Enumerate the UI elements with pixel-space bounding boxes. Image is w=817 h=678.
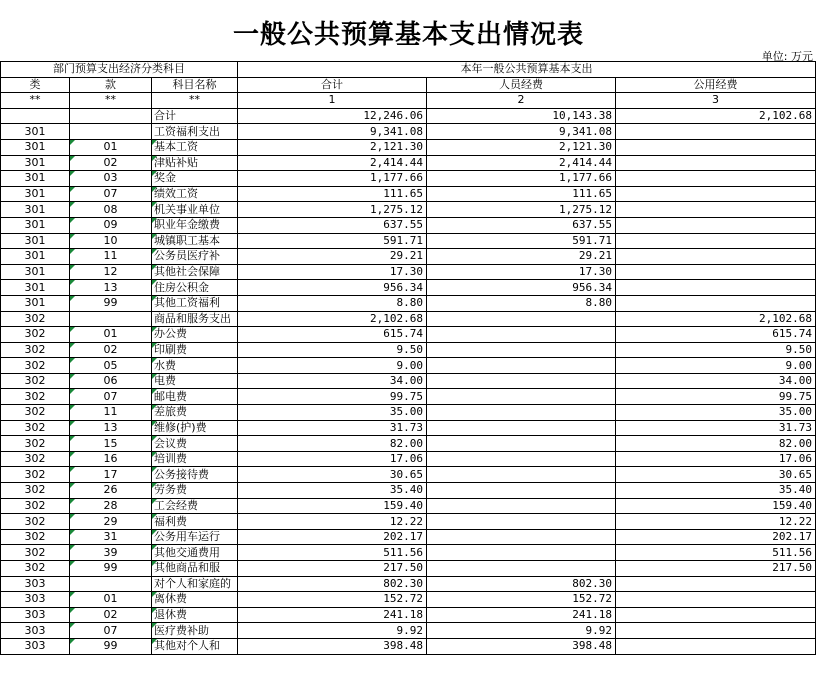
kuan-cell: 07 bbox=[70, 389, 152, 405]
table-row bbox=[1, 545, 816, 561]
lei-cell: 302 bbox=[1, 561, 70, 577]
total-cell: 17.06 bbox=[238, 451, 427, 467]
kuan-cell: 08 bbox=[70, 202, 152, 218]
public-cell: 202.17 bbox=[616, 529, 816, 545]
index-cell: 1 bbox=[238, 93, 427, 109]
expenditure-table bbox=[0, 61, 816, 655]
personnel-cell: 2,414.44 bbox=[427, 155, 616, 171]
total-cell: 35.00 bbox=[238, 405, 427, 421]
table-row bbox=[1, 405, 816, 421]
kuan-cell: 15 bbox=[70, 436, 152, 452]
lei-cell: 303 bbox=[1, 607, 70, 623]
table-row bbox=[1, 389, 816, 405]
index-cell: 2 bbox=[427, 93, 616, 109]
lei-cell: 301 bbox=[1, 139, 70, 155]
total-cell: 9,341.08 bbox=[238, 124, 427, 140]
public-cell: 35.00 bbox=[616, 405, 816, 421]
public-cell: 31.73 bbox=[616, 420, 816, 436]
personnel-cell: 10,143.38 bbox=[427, 108, 616, 124]
total-cell: 591.71 bbox=[238, 233, 427, 249]
public-cell: 99.75 bbox=[616, 389, 816, 405]
personnel-cell: 29.21 bbox=[427, 249, 616, 265]
lei-cell: 301 bbox=[1, 155, 70, 171]
total-cell: 802.30 bbox=[238, 576, 427, 592]
kuan-cell bbox=[70, 124, 152, 140]
public-cell: 12.22 bbox=[616, 514, 816, 530]
personnel-cell bbox=[427, 498, 616, 514]
name-cell: 办公费 bbox=[152, 327, 238, 343]
total-cell: 17.30 bbox=[238, 264, 427, 280]
total-cell: 9.00 bbox=[238, 358, 427, 374]
name-cell: 离休费 bbox=[152, 592, 238, 608]
kuan-cell: 09 bbox=[70, 217, 152, 233]
header-name: 科目名称 bbox=[152, 77, 238, 93]
public-cell bbox=[616, 638, 816, 654]
lei-cell: 301 bbox=[1, 280, 70, 296]
table-row bbox=[1, 342, 816, 358]
table-row bbox=[1, 217, 816, 233]
table-row bbox=[1, 592, 816, 608]
lei-cell: 302 bbox=[1, 529, 70, 545]
personnel-cell bbox=[427, 545, 616, 561]
lei-cell: 302 bbox=[1, 467, 70, 483]
personnel-cell bbox=[427, 561, 616, 577]
public-cell bbox=[616, 155, 816, 171]
total-cell: 9.92 bbox=[238, 623, 427, 639]
total-cell: 31.73 bbox=[238, 420, 427, 436]
public-cell: 615.74 bbox=[616, 327, 816, 343]
lei-cell: 302 bbox=[1, 311, 70, 327]
personnel-cell: 637.55 bbox=[427, 217, 616, 233]
name-cell: 其他社会保障 bbox=[152, 264, 238, 280]
public-cell bbox=[616, 607, 816, 623]
lei-cell: 303 bbox=[1, 592, 70, 608]
name-cell: 福利费 bbox=[152, 514, 238, 530]
header-lei: 类 bbox=[1, 77, 70, 93]
lei-cell: 302 bbox=[1, 327, 70, 343]
personnel-cell bbox=[427, 529, 616, 545]
public-cell bbox=[616, 623, 816, 639]
personnel-cell: 9,341.08 bbox=[427, 124, 616, 140]
table-row bbox=[1, 623, 816, 639]
personnel-cell bbox=[427, 373, 616, 389]
personnel-cell: 241.18 bbox=[427, 607, 616, 623]
kuan-cell: 05 bbox=[70, 358, 152, 374]
table-row bbox=[1, 139, 816, 155]
lei-cell: 302 bbox=[1, 451, 70, 467]
name-cell: 劳务费 bbox=[152, 483, 238, 499]
name-cell: 邮电费 bbox=[152, 389, 238, 405]
kuan-cell: 11 bbox=[70, 405, 152, 421]
personnel-cell: 802.30 bbox=[427, 576, 616, 592]
public-cell: 17.06 bbox=[616, 451, 816, 467]
name-cell: 住房公积金 bbox=[152, 280, 238, 296]
kuan-cell: 31 bbox=[70, 529, 152, 545]
header-kuan: 款 bbox=[70, 77, 152, 93]
lei-cell: 302 bbox=[1, 405, 70, 421]
total-cell: 217.50 bbox=[238, 561, 427, 577]
lei-cell bbox=[1, 108, 70, 124]
total-cell: 1,177.66 bbox=[238, 171, 427, 187]
table-row bbox=[1, 155, 816, 171]
lei-cell: 303 bbox=[1, 638, 70, 654]
name-cell: 城镇职工基本 bbox=[152, 233, 238, 249]
personnel-cell bbox=[427, 451, 616, 467]
table-row bbox=[1, 264, 816, 280]
lei-cell: 302 bbox=[1, 498, 70, 514]
unit-label: 单位: 万元 bbox=[761, 50, 813, 63]
lei-cell: 301 bbox=[1, 171, 70, 187]
name-cell: 公务员医疗补 bbox=[152, 249, 238, 265]
kuan-cell: 02 bbox=[70, 607, 152, 623]
personnel-cell: 1,177.66 bbox=[427, 171, 616, 187]
public-cell bbox=[616, 202, 816, 218]
table-row bbox=[1, 311, 816, 327]
total-cell: 12,246.06 bbox=[238, 108, 427, 124]
header-budget: 本年一般公共预算基本支出 bbox=[238, 62, 816, 78]
lei-cell: 302 bbox=[1, 389, 70, 405]
public-cell: 2,102.68 bbox=[616, 311, 816, 327]
public-cell: 30.65 bbox=[616, 467, 816, 483]
table-row bbox=[1, 576, 816, 592]
name-cell: 合计 bbox=[152, 108, 238, 124]
public-cell bbox=[616, 124, 816, 140]
table-row bbox=[1, 186, 816, 202]
personnel-cell: 17.30 bbox=[427, 264, 616, 280]
table-row bbox=[1, 124, 816, 140]
kuan-cell bbox=[70, 108, 152, 124]
public-cell bbox=[616, 139, 816, 155]
public-cell: 2,102.68 bbox=[616, 108, 816, 124]
lei-cell: 302 bbox=[1, 373, 70, 389]
kuan-cell: 39 bbox=[70, 545, 152, 561]
public-cell bbox=[616, 249, 816, 265]
kuan-cell: 01 bbox=[70, 139, 152, 155]
total-cell: 35.40 bbox=[238, 483, 427, 499]
name-cell: 工会经费 bbox=[152, 498, 238, 514]
personnel-cell bbox=[427, 436, 616, 452]
personnel-cell: 398.48 bbox=[427, 638, 616, 654]
kuan-cell: 26 bbox=[70, 483, 152, 499]
name-cell: 公务接待费 bbox=[152, 467, 238, 483]
personnel-cell: 9.92 bbox=[427, 623, 616, 639]
kuan-cell: 17 bbox=[70, 467, 152, 483]
personnel-cell: 1,275.12 bbox=[427, 202, 616, 218]
name-cell: 医疗费补助 bbox=[152, 623, 238, 639]
table-row bbox=[1, 373, 816, 389]
personnel-cell: 2,121.30 bbox=[427, 139, 616, 155]
name-cell: 机关事业单位 bbox=[152, 202, 238, 218]
total-cell: 111.65 bbox=[238, 186, 427, 202]
total-cell: 2,414.44 bbox=[238, 155, 427, 171]
public-cell bbox=[616, 295, 816, 311]
public-cell bbox=[616, 217, 816, 233]
kuan-cell: 02 bbox=[70, 155, 152, 171]
name-cell: 维修(护)费 bbox=[152, 420, 238, 436]
name-cell: 商品和服务支出 bbox=[152, 311, 238, 327]
personnel-cell: 591.71 bbox=[427, 233, 616, 249]
total-cell: 12.22 bbox=[238, 514, 427, 530]
kuan-cell: 99 bbox=[70, 561, 152, 577]
public-cell bbox=[616, 592, 816, 608]
kuan-cell: 99 bbox=[70, 295, 152, 311]
personnel-cell bbox=[427, 420, 616, 436]
kuan-cell: 12 bbox=[70, 264, 152, 280]
header-index-row bbox=[1, 93, 816, 109]
total-cell: 1,275.12 bbox=[238, 202, 427, 218]
name-cell: 其他对个人和 bbox=[152, 638, 238, 654]
name-cell: 水费 bbox=[152, 358, 238, 374]
total-cell: 29.21 bbox=[238, 249, 427, 265]
index-cell: ** bbox=[152, 93, 238, 109]
public-cell bbox=[616, 171, 816, 187]
lei-cell: 302 bbox=[1, 436, 70, 452]
name-cell: 其他工资福利 bbox=[152, 295, 238, 311]
personnel-cell: 956.34 bbox=[427, 280, 616, 296]
header-total: 合计 bbox=[238, 77, 427, 93]
kuan-cell: 28 bbox=[70, 498, 152, 514]
total-cell: 9.50 bbox=[238, 342, 427, 358]
total-cell: 99.75 bbox=[238, 389, 427, 405]
name-cell: 差旅费 bbox=[152, 405, 238, 421]
header-classification: 部门预算支出经济分类科目 bbox=[1, 62, 238, 78]
name-cell: 职业年金缴费 bbox=[152, 217, 238, 233]
index-cell: ** bbox=[1, 93, 70, 109]
table-row bbox=[1, 108, 816, 124]
total-cell: 2,121.30 bbox=[238, 139, 427, 155]
index-cell: 3 bbox=[616, 93, 816, 109]
index-cell: ** bbox=[70, 93, 152, 109]
table-row bbox=[1, 561, 816, 577]
public-cell bbox=[616, 576, 816, 592]
public-cell bbox=[616, 233, 816, 249]
kuan-cell: 02 bbox=[70, 342, 152, 358]
total-cell: 202.17 bbox=[238, 529, 427, 545]
name-cell: 工资福利支出 bbox=[152, 124, 238, 140]
public-cell bbox=[616, 186, 816, 202]
public-cell bbox=[616, 264, 816, 280]
name-cell: 基本工资 bbox=[152, 139, 238, 155]
table-row bbox=[1, 233, 816, 249]
total-cell: 159.40 bbox=[238, 498, 427, 514]
header-personnel: 人员经费 bbox=[427, 77, 616, 93]
total-cell: 82.00 bbox=[238, 436, 427, 452]
lei-cell: 301 bbox=[1, 124, 70, 140]
personnel-cell bbox=[427, 389, 616, 405]
kuan-cell: 16 bbox=[70, 451, 152, 467]
lei-cell: 302 bbox=[1, 545, 70, 561]
header-group-row bbox=[1, 62, 816, 78]
lei-cell: 302 bbox=[1, 342, 70, 358]
public-cell: 159.40 bbox=[616, 498, 816, 514]
personnel-cell bbox=[427, 467, 616, 483]
public-cell: 511.56 bbox=[616, 545, 816, 561]
name-cell: 对个人和家庭的 bbox=[152, 576, 238, 592]
kuan-cell: 07 bbox=[70, 623, 152, 639]
name-cell: 其他交通费用 bbox=[152, 545, 238, 561]
header-public: 公用经费 bbox=[616, 77, 816, 93]
personnel-cell: 8.80 bbox=[427, 295, 616, 311]
kuan-cell bbox=[70, 311, 152, 327]
lei-cell: 301 bbox=[1, 202, 70, 218]
lei-cell: 301 bbox=[1, 295, 70, 311]
kuan-cell: 07 bbox=[70, 186, 152, 202]
table-row bbox=[1, 202, 816, 218]
kuan-cell: 11 bbox=[70, 249, 152, 265]
lei-cell: 301 bbox=[1, 217, 70, 233]
table-row bbox=[1, 498, 816, 514]
public-cell: 9.50 bbox=[616, 342, 816, 358]
name-cell: 培训费 bbox=[152, 451, 238, 467]
kuan-cell: 13 bbox=[70, 280, 152, 296]
total-cell: 637.55 bbox=[238, 217, 427, 233]
personnel-cell bbox=[427, 483, 616, 499]
kuan-cell bbox=[70, 576, 152, 592]
table-row bbox=[1, 451, 816, 467]
total-cell: 398.48 bbox=[238, 638, 427, 654]
table-row bbox=[1, 436, 816, 452]
total-cell: 152.72 bbox=[238, 592, 427, 608]
personnel-cell bbox=[427, 311, 616, 327]
lei-cell: 302 bbox=[1, 514, 70, 530]
table-row bbox=[1, 249, 816, 265]
public-cell: 82.00 bbox=[616, 436, 816, 452]
header-column-row bbox=[1, 77, 816, 93]
public-cell: 9.00 bbox=[616, 358, 816, 374]
kuan-cell: 29 bbox=[70, 514, 152, 530]
page-title: 一般公共预算基本支出情况表 bbox=[232, 20, 584, 50]
table-row bbox=[1, 358, 816, 374]
total-cell: 615.74 bbox=[238, 327, 427, 343]
name-cell: 公务用车运行 bbox=[152, 529, 238, 545]
table-row bbox=[1, 467, 816, 483]
name-cell: 电费 bbox=[152, 373, 238, 389]
lei-cell: 301 bbox=[1, 186, 70, 202]
table-row bbox=[1, 529, 816, 545]
total-cell: 511.56 bbox=[238, 545, 427, 561]
total-cell: 8.80 bbox=[238, 295, 427, 311]
total-cell: 2,102.68 bbox=[238, 311, 427, 327]
public-cell bbox=[616, 280, 816, 296]
personnel-cell bbox=[427, 405, 616, 421]
kuan-cell: 06 bbox=[70, 373, 152, 389]
personnel-cell bbox=[427, 342, 616, 358]
name-cell: 绩效工资 bbox=[152, 186, 238, 202]
personnel-cell bbox=[427, 358, 616, 374]
public-cell: 34.00 bbox=[616, 373, 816, 389]
lei-cell: 302 bbox=[1, 483, 70, 499]
kuan-cell: 10 bbox=[70, 233, 152, 249]
lei-cell: 303 bbox=[1, 623, 70, 639]
kuan-cell: 01 bbox=[70, 592, 152, 608]
table-row bbox=[1, 420, 816, 436]
personnel-cell bbox=[427, 514, 616, 530]
kuan-cell: 13 bbox=[70, 420, 152, 436]
lei-cell: 301 bbox=[1, 233, 70, 249]
lei-cell: 301 bbox=[1, 264, 70, 280]
lei-cell: 302 bbox=[1, 420, 70, 436]
lei-cell: 301 bbox=[1, 249, 70, 265]
table-row bbox=[1, 638, 816, 654]
public-cell: 217.50 bbox=[616, 561, 816, 577]
lei-cell: 303 bbox=[1, 576, 70, 592]
table-row bbox=[1, 295, 816, 311]
table-row bbox=[1, 327, 816, 343]
table-row bbox=[1, 483, 816, 499]
total-cell: 241.18 bbox=[238, 607, 427, 623]
name-cell: 奖金 bbox=[152, 171, 238, 187]
name-cell: 会议费 bbox=[152, 436, 238, 452]
kuan-cell: 99 bbox=[70, 638, 152, 654]
name-cell: 印刷费 bbox=[152, 342, 238, 358]
table-row bbox=[1, 607, 816, 623]
personnel-cell: 111.65 bbox=[427, 186, 616, 202]
name-cell: 退休费 bbox=[152, 607, 238, 623]
personnel-cell bbox=[427, 327, 616, 343]
kuan-cell: 03 bbox=[70, 171, 152, 187]
table-row bbox=[1, 514, 816, 530]
total-cell: 956.34 bbox=[238, 280, 427, 296]
table-row bbox=[1, 280, 816, 296]
kuan-cell: 01 bbox=[70, 327, 152, 343]
name-cell: 其他商品和服 bbox=[152, 561, 238, 577]
personnel-cell: 152.72 bbox=[427, 592, 616, 608]
total-cell: 30.65 bbox=[238, 467, 427, 483]
name-cell: 津贴补贴 bbox=[152, 155, 238, 171]
public-cell: 35.40 bbox=[616, 483, 816, 499]
lei-cell: 302 bbox=[1, 358, 70, 374]
total-cell: 34.00 bbox=[238, 373, 427, 389]
table-row bbox=[1, 171, 816, 187]
